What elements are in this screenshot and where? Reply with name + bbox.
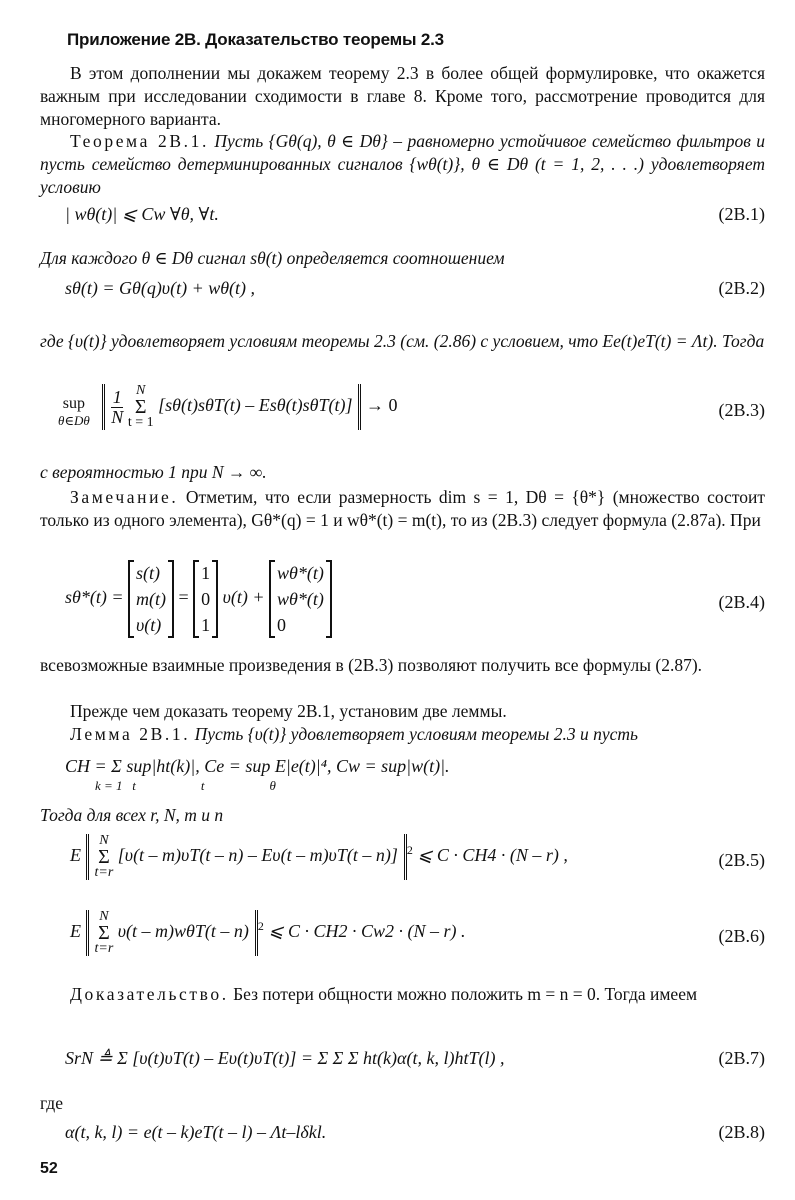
remark-text: Отметим, что если размерность dim s = 1, Dθ = {θ*} (множество состоит только из одного элемента), Gθ*(q) = 1 и wθ*(t) = m(t), то из (2В.3) следует формула (2.87а). При [40,487,765,530]
equation-2B7 [40,1042,765,1082]
equation-2B6-tail: ⩽ C · CH2 · Cw2 · (N – r) . [268,921,466,942]
equation-2B1-number: (2В.1) [718,204,765,224]
equation-2B5-number: (2В.5) [718,850,765,870]
equation-2B6-number: (2В.6) [718,926,765,946]
coefficient-vector: 1 0 1 [193,560,218,638]
proof-label: Доказательство. [70,984,229,1004]
equation-2B5: E N Σ t=r [υ(t – m)υT(t – n) – Eυ(t – m)υT(t – n)] $^2$ ⩽ C · CH4 · (N – r) , (2В.5) [70,833,765,880]
constants-definition [40,752,765,796]
fraction-numerator: 1 [112,386,122,407]
products-paragraph: всевозможные взаимные произведения в (2В.3) позволяют получить все формулы (2.87). [40,655,703,675]
equation-2B3-body: [sθ(t)sθT(t) – Esθ(t)sθT(t)] [158,395,353,416]
equation-2B2 [40,278,765,302]
intro-paragraph: В этом дополнении мы докажем теорему 2.3 в более общей формулировке, что окажется важным при исследовании сходимости в главе 8. Кроме того, рассмотрение проводится для многомерного варианта. [40,63,765,129]
equation-2B5-body: [υ(t – m)υT(t – n) – Eυ(t – m)υT(t – n)] [117,845,398,866]
theorem-paragraph [40,130,765,199]
equation-2B1 [40,204,765,228]
equation-2B2-number: (2В.2) [718,278,765,298]
equation-2B3 [40,384,765,444]
equation-2B1-formula: | wθ(t)| ⩽ Cw ∀θ, ∀t. [65,204,219,224]
equation-2B7-number: (2В.7) [718,1048,765,1068]
remark-label: Замечание. [70,487,179,507]
fraction [111,388,123,427]
equation-2B7-formula: SrN ≜ Σ [υ(t)υT(t) – Eυ(t)υT(t)] = Σ Σ Σ ht(k)α(t, k, l)htT(l) , [65,1048,505,1068]
equation-2B6: E N Σ t=r υ(t – m)wθT(t – n) $^2$ ⩽ C · CH2 · Cw2 · (N – r) . (2В.6) [70,909,765,956]
for-all-text: Тогда для всех r, N, m и n [40,805,224,825]
section-heading: Приложение 2В. Доказательство теоремы 2.3 [67,30,444,49]
lemma-label: Лемма 2В.1. [70,724,191,744]
equation-2B6-body: υ(t – m)wθT(t – n) [117,921,249,942]
equation-2B4-mid: υ(t) + [222,587,265,608]
remark-paragraph [40,486,765,532]
page-number: 52 [40,1160,58,1177]
equation-2B3-tail: → 0 [365,395,398,416]
sup-operator: sup [62,394,86,412]
equation-2B5-tail: ⩽ C · CH4 · (N – r) , [417,845,568,866]
disturbance-vector: wθ*(t) wθ*(t) 0 [269,560,332,638]
norm-bars [102,384,361,430]
fraction-denominator: N [111,406,124,427]
norm-bars-2B6: N Σ t=r υ(t – m)wθT(t – n) [86,910,258,956]
where-text: где [40,1093,63,1113]
equation-2B8 [40,1122,765,1146]
proof-text: Без потери общности можно положить m = n = 0. Тогда имеем [233,984,698,1004]
equation-2B4-number: (2В.4) [718,592,765,612]
constants-formula: CH = Σ sup|ht(k)|, Ce = sup E|e(t)|⁴, Cw = sup|w(t)|. [65,756,450,776]
lemma-text: Пусть {υ(t)} удовлетворяет условиям теоремы 2.3 и пусть [194,724,638,744]
where-v-paragraph: где {υ(t)} удовлетворяет условиям теоремы 2.3 (см. (2.86) с условием, что Ee(t)eT(t) = Λt). Тогда [40,331,765,351]
lemma-paragraph [40,723,765,746]
constants-subscripts: k = 1 t t θ [95,778,276,793]
sup-subscript: θ∈Dθ [58,412,90,428]
norm-bars-2B5: N Σ t=r [υ(t – m)υT(t – n) – Eυ(t – m)υT(t – n)] [86,834,407,880]
signal-definition: Для каждого θ ∈ Dθ сигнал sθ(t) определяется соотношением [40,248,505,268]
equation-2B8-number: (2В.8) [718,1122,765,1142]
before-proof-text: Прежде чем доказать теорему 2В.1, установим две леммы. [70,701,507,721]
equation-2B3-number: (2В.3) [718,400,765,420]
proof-paragraph [40,983,765,1006]
equation-2B8-formula: α(t, k, l) = e(t – k)eT(t – l) – Λt–lδkl. [65,1122,327,1142]
probability-text: с вероятностью 1 при N → ∞. [40,462,267,482]
signal-vector: s(t) m(t) υ(t) [128,560,174,638]
equation-2B4-lhs: sθ*(t) = [65,587,124,608]
theorem-text: Пусть {Gθ(q), θ ∈ Dθ} – равномерно устойчивое семейство фильтров и пусть семейство детерминированных сигналов {wθ(t)}, θ ∈ Dθ (t = 1, 2, . . .) удовлетворяет условию [40,131,765,197]
theorem-label: Теорема 2В.1. [70,131,209,151]
equation-2B2-formula: sθ(t) = Gθ(q)υ(t) + wθ(t) , [65,278,256,298]
summation: N Σ t = 1 [127,383,154,430]
equation-2B4: sθ*(t) = s(t) m(t) υ(t) = 1 0 1 υ(t) + wθ*(t) wθ*(t) 0 (2В.4) [40,558,765,648]
